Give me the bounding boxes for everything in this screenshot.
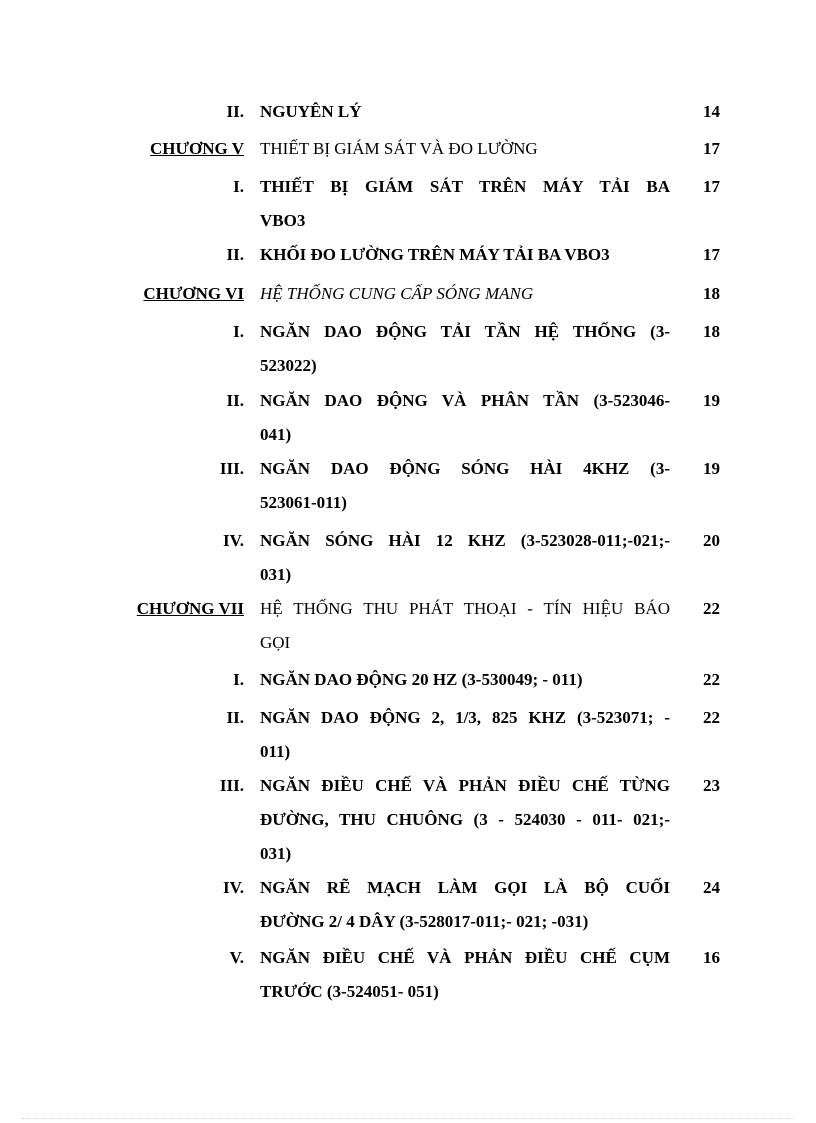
- toc-page-number: 17: [703, 139, 720, 158]
- toc-section-number: I.: [233, 670, 244, 689]
- toc-title-line: KHỐI ĐO LƯỜNG TRÊN MÁY TẢI BA VBO3: [260, 245, 610, 264]
- toc-page-number: 18: [703, 284, 720, 303]
- toc-page-number: 22: [703, 670, 720, 689]
- toc-page-number: 17: [703, 177, 720, 196]
- toc-title-line: NGĂN ĐIỀU CHẾ VÀ PHẢN ĐIỀU CHẾ CỤM: [260, 948, 670, 967]
- toc-entry-title: [260, 769, 670, 871]
- toc-page-number: 22: [703, 708, 720, 727]
- toc-entry-title: [260, 701, 670, 769]
- toc-title-line: ĐƯỜNG, THU CHUÔNG (3 - 524030 - 011- 021;-: [260, 810, 670, 829]
- toc-entry-title: [260, 95, 670, 129]
- toc-entry-title: [260, 315, 670, 383]
- toc-page-number: 23: [703, 776, 720, 795]
- toc-title-line: 011): [260, 742, 291, 761]
- toc-section-number: II.: [226, 391, 244, 410]
- toc-title-line: TRƯỚC (3-524051- 051): [260, 982, 439, 1001]
- toc-entry-title: [260, 238, 670, 272]
- toc-section-number: IV.: [223, 531, 244, 550]
- toc-section-number: IV.: [223, 878, 244, 897]
- toc-title-line: THIẾT BỊ GIÁM SÁT TRÊN MÁY TẢI BA: [260, 177, 670, 196]
- toc-page-number: 19: [703, 459, 720, 478]
- toc-chapter-label: CHƯƠNG V: [150, 139, 244, 158]
- toc-title-line: 041): [260, 425, 292, 444]
- toc-entry-title: [260, 871, 670, 939]
- toc-title-line: ĐƯỜNG 2/ 4 DÂY (3-528017-011;- 021; -031): [260, 912, 589, 931]
- toc-section-number: V.: [229, 948, 244, 967]
- toc-page-number: 22: [703, 599, 720, 618]
- toc-entry-title: [260, 452, 670, 520]
- toc-title-line: NGĂN DAO ĐỘNG TẢI TẦN HỆ THỐNG (3-: [260, 322, 670, 341]
- footer-divider: [22, 1118, 794, 1119]
- toc-title-line: HỆ THỐNG THU PHÁT THOẠI - TÍN HIỆU BÁO: [260, 599, 670, 618]
- toc-page-number: 20: [703, 531, 720, 550]
- toc-title-line: HỆ THỐNG CUNG CẤP SÓNG MANG: [260, 284, 534, 303]
- toc-title-line: NGĂN DAO ĐỘNG VÀ PHÂN TẦN (3-523046-: [260, 391, 670, 410]
- toc-section-number: II.: [226, 102, 244, 121]
- toc-title-line: NGĂN ĐIỀU CHẾ VÀ PHẢN ĐIỀU CHẾ TỪNG: [260, 776, 670, 795]
- toc-chapter-label: CHƯƠNG VII: [136, 599, 244, 618]
- toc-entry-title: [260, 170, 670, 238]
- toc-page-number: 16: [703, 948, 720, 967]
- toc-entry-title: [260, 384, 670, 452]
- toc-title-line: NGĂN RẼ MẠCH LÀM GỌI LÀ BỘ CUỐI: [260, 878, 670, 897]
- toc-title-line: NGĂN DAO ĐỘNG 20 HZ (3-530049; - 011): [260, 670, 583, 689]
- toc-title-line: NGUYÊN LÝ: [260, 102, 362, 121]
- toc-title-line: VBO3: [260, 211, 306, 230]
- toc-page-number: 18: [703, 322, 720, 341]
- toc-title-line: 523061-011): [260, 493, 347, 512]
- toc-page-number: 17: [703, 245, 720, 264]
- toc-entry-title: [260, 592, 670, 660]
- toc-section-number: III.: [219, 459, 244, 478]
- toc-title-line: GỌI: [260, 633, 291, 652]
- toc-page-number: 14: [703, 102, 720, 121]
- toc-title-line: THIẾT BỊ GIÁM SÁT VÀ ĐO LƯỜNG: [260, 139, 538, 158]
- toc-page-number: 19: [703, 391, 720, 410]
- toc-section-number: I.: [233, 177, 244, 196]
- toc-entry-title: [260, 277, 670, 311]
- toc-entry-title: [260, 132, 670, 166]
- toc-section-number: III.: [219, 776, 244, 795]
- toc-entry-title: [260, 524, 670, 592]
- toc-title-line: 031): [260, 844, 292, 863]
- toc-title-line: NGĂN DAO ĐỘNG 2, 1/3, 825 KHZ (3-523071; -: [260, 708, 670, 727]
- toc-section-number: I.: [233, 322, 244, 341]
- toc-title-line: 031): [260, 565, 292, 584]
- toc-section-number: II.: [226, 708, 244, 727]
- toc-entry-title: [260, 941, 670, 1009]
- toc-entry-title: [260, 663, 670, 697]
- toc-section-number: II.: [226, 245, 244, 264]
- toc-title-line: NGĂN SÓNG HÀI 12 KHZ (3-523028-011;-021;-: [260, 531, 670, 550]
- toc-title-line: NGĂN DAO ĐỘNG SÓNG HÀI 4KHZ (3-: [260, 459, 670, 478]
- toc-page-number: 24: [703, 878, 720, 897]
- toc-title-line: 523022): [260, 356, 317, 375]
- toc-chapter-label: CHƯƠNG VI: [143, 284, 244, 303]
